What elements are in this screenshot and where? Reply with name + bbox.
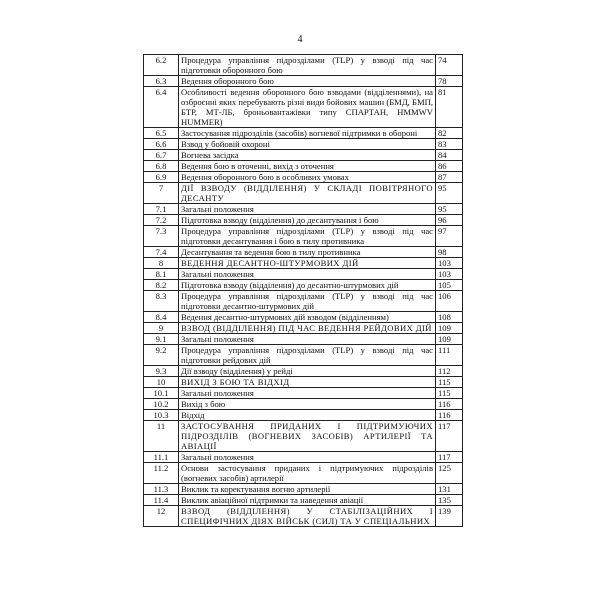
toc-row	[144, 366, 463, 377]
toc-page-number: 125	[436, 463, 463, 484]
toc-page-number: 135	[436, 495, 463, 506]
toc-section-title: ЗАСТОСУВАННЯ ПРИДАНИХ І ПІДТРИМУЮЧИХ ПІДРОЗДІЛІВ (ВОГНЕВИХ ЗАСОБІВ) АРТИЛЕРІЇ ТА АВІАЦІЇ	[179, 421, 436, 452]
toc-section-number: 8.1	[144, 269, 179, 280]
toc-page-number: 115	[436, 388, 463, 399]
toc-row	[144, 76, 463, 87]
toc-page-number: 98	[436, 247, 463, 258]
toc-section-number: 7.1	[144, 204, 179, 215]
toc-page-number: 95	[436, 204, 463, 215]
toc-page-number: 86	[436, 161, 463, 172]
toc-section-title: ВЗВОД (ВІДДІЛЕННЯ) ПІД ЧАС ВЕДЕННЯ РЕЙДОВИХ ДІЙ	[179, 323, 436, 334]
toc-row	[144, 269, 463, 280]
toc-page-number: 105	[436, 280, 463, 291]
toc-section-number: 6.6	[144, 139, 179, 150]
toc-page-number: 96	[436, 215, 463, 226]
toc-section-title: Застосування підрозділів (засобів) вогневої підтримки в обороні	[179, 128, 436, 139]
toc-row	[144, 463, 463, 484]
toc-page-number: 117	[436, 452, 463, 463]
toc-page-number: 117	[436, 421, 463, 452]
toc-section-number: 7.4	[144, 247, 179, 258]
toc-row	[144, 312, 463, 323]
toc-row	[144, 421, 463, 452]
toc-page-number: 112	[436, 366, 463, 377]
toc-row	[144, 345, 463, 366]
toc-section-title: Ведення бою в оточенні, вихід з оточення	[179, 161, 436, 172]
toc-page-number: 116	[436, 410, 463, 421]
toc-section-title: ВИХІД З БОЮ ТА ВІДХІД	[179, 377, 436, 388]
toc-section-number: 7.2	[144, 215, 179, 226]
toc-row	[144, 183, 463, 204]
toc-row	[144, 139, 463, 150]
toc-section-number: 6.2	[144, 55, 179, 76]
toc-section-number: 10.1	[144, 388, 179, 399]
toc-section-title: Ведення десантно-штурмових дій взводом (відділенням)	[179, 312, 436, 323]
toc-section-number: 6.8	[144, 161, 179, 172]
toc-section-number: 9.2	[144, 345, 179, 366]
toc-page-number: 106	[436, 291, 463, 312]
toc-section-title: Основи застосування приданих і підтримуючих підрозділів (вогневих засобів) артилерії	[179, 463, 436, 484]
toc-section-number: 11.1	[144, 452, 179, 463]
toc-page-number: 109	[436, 334, 463, 345]
toc-section-number: 11.2	[144, 463, 179, 484]
toc-row	[144, 87, 463, 128]
toc-section-title: Загальні положення	[179, 452, 436, 463]
toc-section-title: Виклик авіаційної підтримки та наведення авіації	[179, 495, 436, 506]
page-number: 4	[297, 34, 303, 45]
toc-section-number: 6.7	[144, 150, 179, 161]
toc-section-title: ВЕДЕННЯ ДЕСАНТНО-ШТУРМОВИХ ДІЙ	[179, 258, 436, 269]
toc-section-number: 9	[144, 323, 179, 334]
toc-section-title: Загальні положення	[179, 334, 436, 345]
toc-section-number: 8.4	[144, 312, 179, 323]
toc-section-title: Загальні положення	[179, 204, 436, 215]
toc-section-number: 6.5	[144, 128, 179, 139]
toc-row	[144, 258, 463, 269]
toc-row	[144, 215, 463, 226]
toc-row	[144, 388, 463, 399]
toc-page-number: 103	[436, 258, 463, 269]
toc-section-title: Ведення оборонного бою в особливих умовах	[179, 172, 436, 183]
toc-section-title: Вогнева засідка	[179, 150, 436, 161]
toc-section-number: 7	[144, 183, 179, 204]
toc-section-number: 6.3	[144, 76, 179, 87]
toc-section-title: Вихід з бою	[179, 399, 436, 410]
toc-row	[144, 484, 463, 495]
toc-section-number: 12	[144, 506, 179, 527]
toc-row	[144, 410, 463, 421]
toc-section-title: Процедура управління підрозділами (TLP) у взводі під час підготовки десантування і бою в тилу противника	[179, 226, 436, 247]
toc-section-number: 8	[144, 258, 179, 269]
toc-page-number: 78	[436, 76, 463, 87]
toc-section-number: 11.4	[144, 495, 179, 506]
toc-section-title: Ведення оборонного бою	[179, 76, 436, 87]
toc-page-number: 109	[436, 323, 463, 334]
toc-section-number: 6.4	[144, 87, 179, 128]
toc-row	[144, 399, 463, 410]
toc-page-number: 74	[436, 55, 463, 76]
toc-section-number: 8.3	[144, 291, 179, 312]
toc-row	[144, 128, 463, 139]
toc-page-number: 81	[436, 87, 463, 128]
toc-page-number: 108	[436, 312, 463, 323]
toc-row	[144, 280, 463, 291]
toc-section-title: Загальні положення	[179, 269, 436, 280]
table-of-contents	[143, 54, 463, 527]
toc-page-number: 84	[436, 150, 463, 161]
toc-page-number: 95	[436, 183, 463, 204]
toc-row	[144, 150, 463, 161]
toc-page-number: 111	[436, 345, 463, 366]
toc-section-number: 8.2	[144, 280, 179, 291]
toc-row	[144, 377, 463, 388]
toc-section-number: 7.3	[144, 226, 179, 247]
toc-section-number: 9.3	[144, 366, 179, 377]
toc-section-title: Процедура управління підрозділами (TLP) у взводі під час підготовки оборонного бою	[179, 55, 436, 76]
toc-row	[144, 452, 463, 463]
toc-page-number: 115	[436, 377, 463, 388]
toc-section-title: ВЗВОД (ВІДДІЛЕННЯ) У СТАБІЛІЗАЦІЙНИХ І СПЕЦИФІЧНИХ ДІЯХ ВІЙСЬК (СИЛ) ТА У СПЕЦІАЛЬНИХ	[179, 506, 436, 527]
toc-page-number: 131	[436, 484, 463, 495]
toc-section-title: Підготовка взводу (відділення) до десантування і бою	[179, 215, 436, 226]
toc-page-number: 97	[436, 226, 463, 247]
toc-section-number: 9.1	[144, 334, 179, 345]
toc-row	[144, 334, 463, 345]
toc-section-number: 10	[144, 377, 179, 388]
toc-row	[144, 204, 463, 215]
toc-section-number: 6.9	[144, 172, 179, 183]
toc-section-title: Десантування та ведення бою в тилу противника	[179, 247, 436, 258]
toc-section-title: Дії взводу (відділення) у рейді	[179, 366, 436, 377]
toc-row	[144, 291, 463, 312]
toc-section-title: Відхід	[179, 410, 436, 421]
toc-row	[144, 226, 463, 247]
toc-page-number: 116	[436, 399, 463, 410]
toc-section-title: Процедура управління підрозділами (TLP) у взводі під час підготовки рейдових дій	[179, 345, 436, 366]
toc-page-number: 82	[436, 128, 463, 139]
toc-row	[144, 55, 463, 76]
toc-section-title: Взвод у бойовій охороні	[179, 139, 436, 150]
toc-section-number: 11.3	[144, 484, 179, 495]
toc-page-number: 83	[436, 139, 463, 150]
toc-body	[144, 55, 463, 527]
toc-row	[144, 506, 463, 527]
toc-row	[144, 161, 463, 172]
toc-section-number: 11	[144, 421, 179, 452]
toc-section-title: Особливості ведення оборонного бою взводами (відділеннями), на озброєнні яких перебувають різні види бойових машин (БМД, БМП, БТР, МТ-ЛБ, броньовантажівки типу СПАРТАН, HMMWV HUMMER)	[179, 87, 436, 128]
toc-section-title: Виклик та коректування вогню артилерії	[179, 484, 436, 495]
toc-row	[144, 323, 463, 334]
toc-section-title: Підготовка взводу (відділення) до десантно-штурмових дій	[179, 280, 436, 291]
toc-page-number: 87	[436, 172, 463, 183]
toc-page-number: 139	[436, 506, 463, 527]
toc-section-title: Загальні положення	[179, 388, 436, 399]
toc-row	[144, 172, 463, 183]
toc-section-title: Процедура управління підрозділами (TLP) у взводі під час підготовки десантно-штурмових дій	[179, 291, 436, 312]
toc-section-number: 10.3	[144, 410, 179, 421]
toc-page-number: 103	[436, 269, 463, 280]
toc-section-number: 10.2	[144, 399, 179, 410]
toc-section-title: ДІЇ ВЗВОДУ (ВІДДІЛЕННЯ) У СКЛАДІ ПОВІТРЯНОГО ДЕСАНТУ	[179, 183, 436, 204]
toc-row	[144, 495, 463, 506]
toc-row	[144, 247, 463, 258]
